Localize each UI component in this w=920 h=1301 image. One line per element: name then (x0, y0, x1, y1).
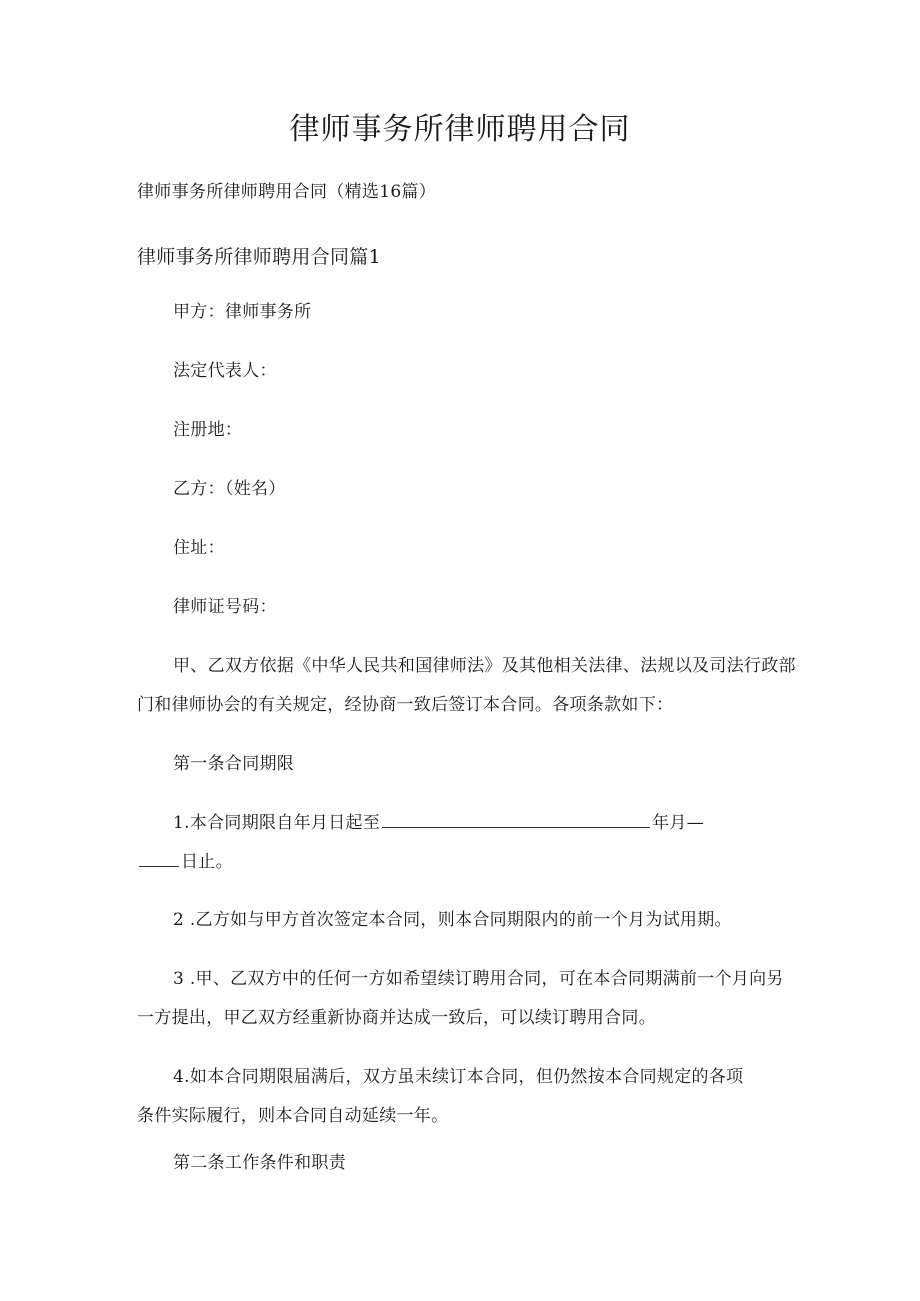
document-subtitle: 律师事务所律师聘用合同（精选16篇） (137, 182, 437, 202)
intro-paragraph-line-1: 甲、乙双方依据《中华人民共和国律师法》及其他相关法律、法规以及司法行政部 (173, 656, 796, 676)
clause-4-line-2: 条件实际履行，则本合同自动延续一年。 (137, 1106, 449, 1126)
registered-address-line: 注册地： (173, 420, 243, 440)
fill-in-blank (139, 850, 179, 867)
fill-in-blank (382, 811, 650, 828)
clause-1-end-date-text: 日止。 (181, 852, 233, 872)
clause-1-start-text: 1.本合同期限自年月日起至 (173, 813, 381, 833)
clause-1-line-1 (173, 811, 704, 835)
clause-1-end-text: 年月— (652, 813, 705, 833)
document-title: 律师事务所律师聘用合同 (289, 112, 631, 147)
clause-4-line-1: 4.如本合同期限届满后，双方虽未续订本合同，但仍然按本合同规定的各项 (173, 1067, 744, 1087)
article-2-heading: 第二条工作条件和职责 (173, 1153, 346, 1173)
license-number-line: 律师证号码： (173, 597, 277, 617)
clause-3-line-1: 3 .甲、乙双方中的任何一方如希望续订聘用合同，可在本合同期满前一个月向另 (173, 969, 784, 989)
party-a-line: 甲方：律师事务所 (173, 302, 312, 322)
clause-3-line-2: 一方提出，甲乙双方经重新协商并达成一致后，可以续订聘用合同。 (137, 1008, 656, 1028)
section-heading: 律师事务所律师聘用合同篇1 (137, 246, 381, 268)
clause-1-line-2 (137, 850, 233, 874)
intro-paragraph-line-2: 门和律师协会的有关规定，经协商一致后签订本合同。各项条款如下： (137, 695, 674, 715)
party-b-line: 乙方：（姓名） (173, 479, 286, 499)
article-1-heading: 第一条合同期限 (173, 754, 295, 774)
clause-2: 2 .乙方如与甲方首次签定本合同，则本合同期限内的前一个月为试用期。 (173, 910, 732, 930)
legal-rep-line: 法定代表人： (173, 361, 277, 381)
address-line: 住址： (173, 538, 225, 558)
